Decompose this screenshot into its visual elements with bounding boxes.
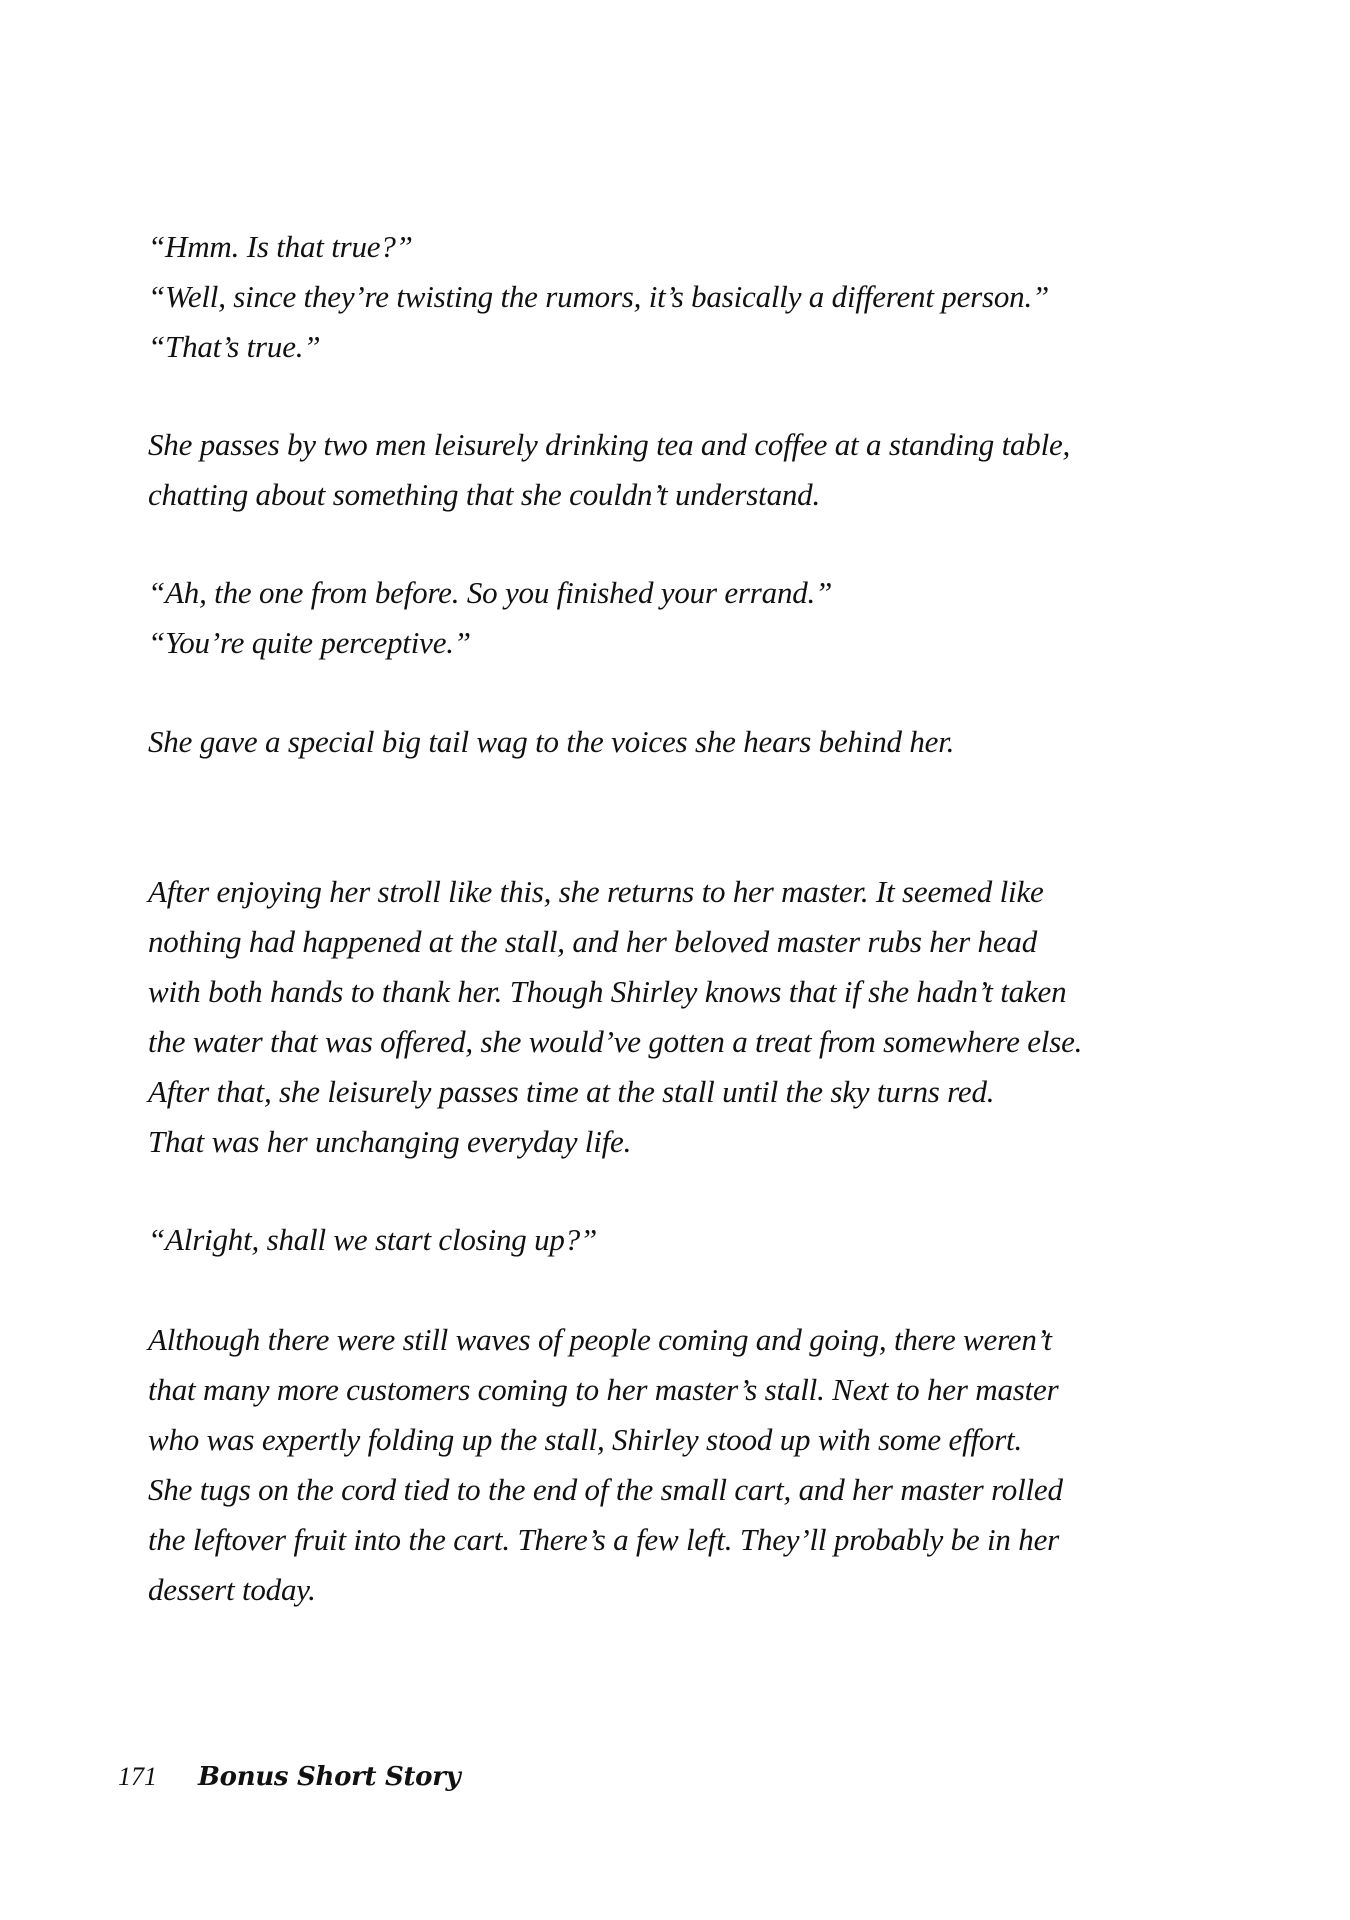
paragraph-dialogue-closing [148,1215,1268,1265]
paragraph-dialogue-rumors [148,222,1268,372]
page-footer [118,1762,460,1802]
text-line: nothing had happened at the stall, and her beloved master rubs her head [148,924,1037,959]
text-line: That was her unchanging everyday life. [148,1124,632,1159]
text-line: “That’s true.” [148,329,321,364]
text-line: chatting about something that she couldn’t understand. [148,477,821,512]
paragraph-closing-stall [148,1315,1268,1615]
text-line: “Well, since they’re twisting the rumors, it’s basically a different person.” [148,279,1050,314]
text-line: Although there were still waves of people coming and going, there weren’t [148,1322,1052,1357]
paragraph-two-men [148,420,1268,520]
paragraph-dialogue-errand [148,568,1268,668]
text-line: with both hands to thank her. Though Shirley knows that if she hadn’t taken [148,974,1067,1009]
text-line: “Hmm. Is that true?” [148,229,413,264]
text-line: who was expertly folding up the stall, Shirley stood up with some effort. [148,1422,1023,1457]
text-line: the leftover fruit into the cart. There’s a few left. They’ll probably be in her [148,1522,1059,1557]
text-line: After enjoying her stroll like this, she returns to her master. It seemed like [148,874,1044,909]
text-line: She passes by two men leisurely drinking tea and coffee at a standing table, [148,427,1071,462]
paragraph-returns-to-master [148,867,1268,1167]
text-line: that many more customers coming to her master’s stall. Next to her master [148,1372,1059,1407]
page-number: 171 [118,1762,157,1791]
text-line: “Ah, the one from before. So you finished your errand.” [148,575,833,610]
text-line: “You’re quite perceptive.” [148,625,471,660]
text-line: She gave a special big tail wag to the voices she hears behind her. [148,724,955,759]
text-line: the water that was offered, she would’ve gotten a treat from somewhere else. [148,1024,1083,1059]
running-title: Bonus Short Story [198,1762,461,1792]
text-line: dessert today. [148,1572,316,1607]
paragraph-tail-wag [148,717,1268,767]
text-line: She tugs on the cord tied to the end of the small cart, and her master rolled [148,1472,1063,1507]
text-line: “Alright, shall we start closing up?” [148,1222,598,1257]
text-line: After that, she leisurely passes time at the stall until the sky turns red. [148,1074,995,1109]
